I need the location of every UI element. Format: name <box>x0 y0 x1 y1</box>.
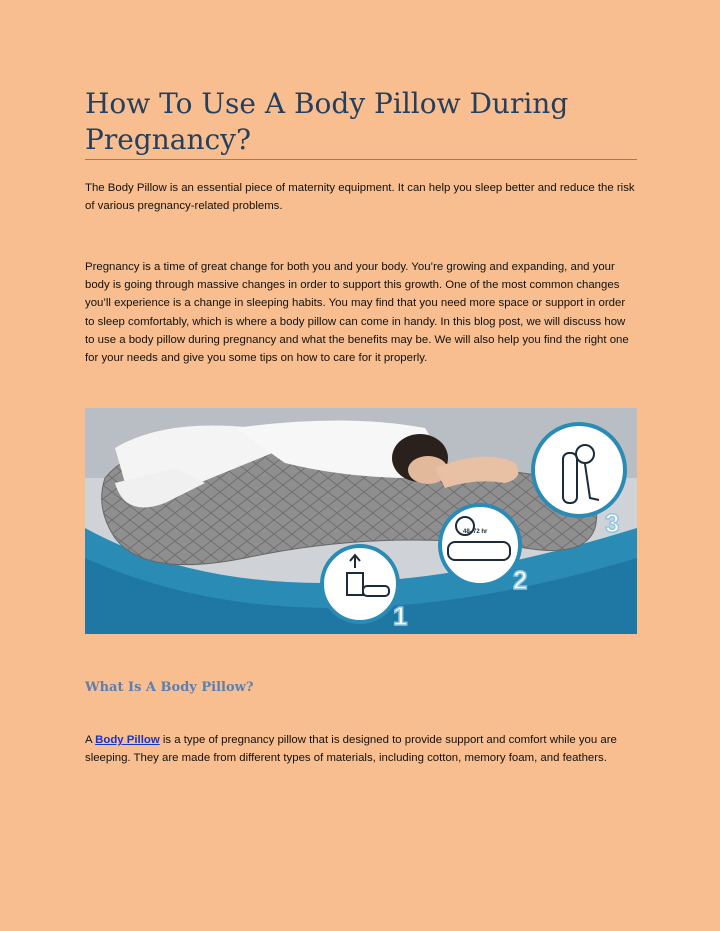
section-paragraph <box>85 731 637 767</box>
timer-label: 48–72 hr <box>463 529 488 535</box>
section-text: is a type of pregnancy pillow that is designed to provide support and comfort while you are sleeping. They are made from different types of materials, including cotton, memory foam, and feathers. <box>85 734 617 765</box>
photo-illustration <box>85 408 637 634</box>
step-1-icon <box>322 546 398 622</box>
section-prefix: A <box>85 734 96 746</box>
body-pillow-link[interactable]: Body Pillow <box>95 734 160 746</box>
step-number-2: 2 <box>513 565 528 595</box>
page-title: How To Use A Body Pillow During Pregnancy? <box>85 87 569 156</box>
title-divider <box>85 159 637 160</box>
step-2-icon <box>440 505 520 585</box>
body-paragraph: Pregnancy is a time of great change for both you and your body. You’re growing and expanding, and your body is going through massive changes in order to support this growth. One of the most common changes you’ll experience is a change in sleeping habits. You may find that you need more space or support in order to sleep comfortably, which is where a body pillow can come in handy. In this blog post, we will discuss how to use a body pillow during pregnancy and what the benefits may be. We will also help you find the right one for your needs and give you some tips on how to care for it properly. <box>85 261 629 365</box>
intro-paragraph: The Body Pillow is an essential piece of maternity equipment. It can help you sleep better and reduce the risk of various pregnancy-related problems. <box>85 182 635 213</box>
step-number-3: 3 <box>605 508 620 538</box>
body-pillow-photo <box>85 408 637 634</box>
step-3-icon <box>533 424 625 516</box>
section-heading: What Is A Body Pillow? <box>85 680 254 695</box>
step-number-1: 1 <box>393 601 408 631</box>
